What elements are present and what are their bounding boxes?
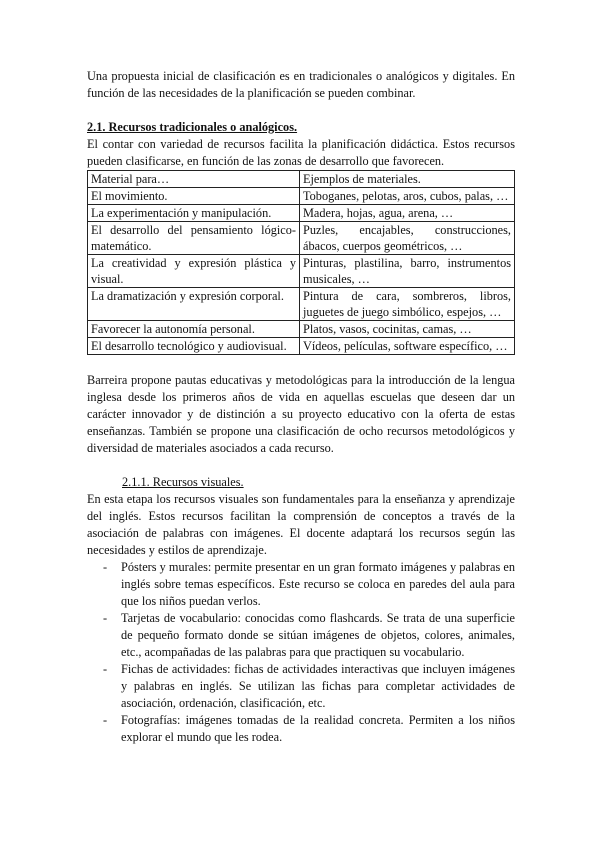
table-cell: La creatividad y expresión plástica y visual. xyxy=(88,255,300,288)
section-paragraph: El contar con variedad de recursos facilita la planificación didáctica. Estos recursos pueden clasificarse, en función de las zonas de desarrollo que favorecen. xyxy=(87,137,515,168)
barreira-paragraph: Barreira propone pautas educativas y metodológicas para la introducción de la lengua inglesa desde los primeros años de vida en aquellas escuelas que deseen dar un carácter innovador y de distinción a su proyecto educativo con la oferta de estas enseñanzas. También se propone una clasificación de ocho recursos metodológicos y diversidad de materiales asociados a cada recurso. xyxy=(87,373,515,455)
table-row xyxy=(88,222,515,255)
subsection-paragraph: En esta etapa los recursos visuales son fundamentales para la enseñanza y aprendizaje del inglés. Estos recursos facilitan la comprensión de conceptos a través de la asociación de palabras con imágenes. El docente adaptará los recursos según las necesidades y estilos de aprendizaje. xyxy=(87,492,515,557)
table-row xyxy=(88,321,515,338)
page-content xyxy=(87,68,515,746)
table-cell: Puzles, encajables, construcciones, ábacos, cuerpos geométricos, … xyxy=(300,222,515,255)
table-row xyxy=(88,338,515,355)
table-cell: Pintura de cara, sombreros, libros, juguetes de juego simbólico, espejos, … xyxy=(300,288,515,321)
subsection-heading: 2.1.1. Recursos visuales. xyxy=(122,475,244,489)
table-header-row xyxy=(88,171,515,188)
table-cell: Toboganes, pelotas, aros, cubos, palas, … xyxy=(300,188,515,205)
table-header-material: Material para… xyxy=(88,171,300,188)
table-cell: Favorecer la autonomía personal. xyxy=(88,321,300,338)
table-row xyxy=(88,205,515,222)
table-row xyxy=(88,188,515,205)
intro-paragraph: Una propuesta inicial de clasificación es en tradicionales o analógicos y digitales. En función de las necesidades de la planificación se pueden combinar. xyxy=(87,69,515,100)
table-cell: La experimentación y manipulación. xyxy=(88,205,300,222)
table-cell: Pinturas, plastilina, barro, instrumentos musicales, … xyxy=(300,255,515,288)
list-item: - Pósters y murales: permite presentar en un gran formato imágenes y palabras en inglés sobre temas específicos. Este recurso se coloca en paredes del aula para que los niños puedan verlos. xyxy=(87,559,515,610)
table-header-examples: Ejemplos de materiales. xyxy=(300,171,515,188)
table-cell: El desarrollo del pensamiento lógico-matemático. xyxy=(88,222,300,255)
table-cell: El movimiento. xyxy=(88,188,300,205)
table-cell: Vídeos, películas, software específico, … xyxy=(300,338,515,355)
table-cell: Platos, vasos, cocinitas, camas, … xyxy=(300,321,515,338)
section-heading: 2.1. Recursos tradicionales o analógicos. xyxy=(87,120,298,134)
list-item: - Fichas de actividades: fichas de actividades interactivas que incluyen imágenes y palabras en inglés. Se utilizan las fichas para completar actividades de asociación, ordenación, clasificación, etc. xyxy=(87,661,515,712)
table-cell: El desarrollo tecnológico y audiovisual. xyxy=(88,338,300,355)
table-row xyxy=(88,288,515,321)
resources-table xyxy=(87,170,515,355)
table-cell: La dramatización y expresión corporal. xyxy=(88,288,300,321)
list-item: - Fotografías: imágenes tomadas de la realidad concreta. Permiten a los niños explorar el mundo que les rodea. xyxy=(87,712,515,746)
table-row xyxy=(88,255,515,288)
table-cell: Madera, hojas, agua, arena, … xyxy=(300,205,515,222)
list-item: - Tarjetas de vocabulario: conocidas como flashcards. Se trata de una superficie de pequeño formato donde se sitúan imágenes de objetos, colores, animales, etc., acompañadas de las palabras para que practiquen su vocabulario. xyxy=(87,610,515,661)
visual-resources-list xyxy=(87,559,515,746)
